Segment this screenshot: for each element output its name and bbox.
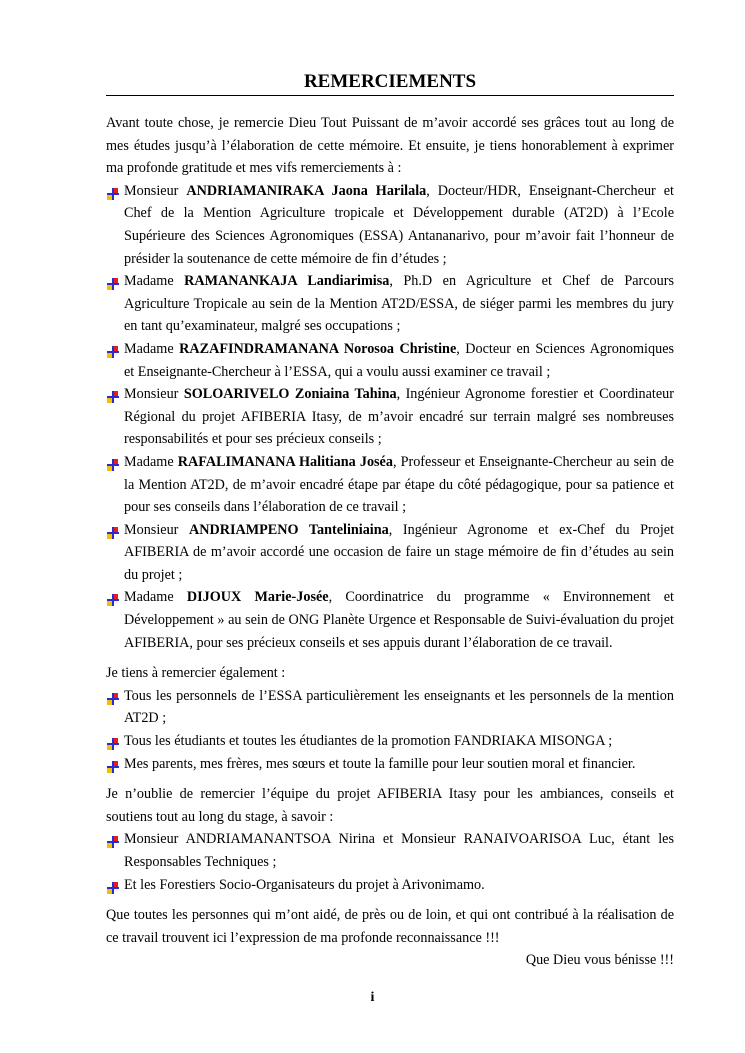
- jury-name: ANDRIAMPENO Tanteliniaina: [188, 521, 389, 538]
- bullet-icon: [107, 388, 119, 400]
- jury-description: , Coordinatrice du programme « Environnement et Développement » au sein de ONG Planète Urgence et Responsable de Suivi-évaluation du projet AFIBERIA, pour ses précieux conseils et ses appuis durant l’élaboration de ce travail.: [124, 589, 674, 651]
- jury-description: , Ph.D en Agriculture et Chef de Parcours Agriculture Tropicale au sein de la Mention AT2D/ESSA, de siéger parmi les membres du jury en tant qu’examinateur, malgré ses occupations ;: [124, 273, 674, 335]
- list-item-text: Monsieur ANDRIAMANANTSOA Nirina et Monsieur RANAIVOARISOA Luc, étant les Responsables Techniques ;: [124, 831, 674, 870]
- list-item-text: Mes parents, mes frères, mes sœurs et toute la famille pour leur soutien moral et financier.: [124, 755, 636, 772]
- bullet-icon: [107, 591, 119, 603]
- jury-title: Madame: [124, 273, 185, 290]
- document-body: [106, 112, 674, 972]
- title-underline: [106, 95, 674, 96]
- bullet-icon: [107, 758, 119, 770]
- bullet-icon: [107, 456, 119, 468]
- jury-list: [106, 180, 674, 654]
- jury-item: [106, 519, 674, 587]
- jury-title: Monsieur: [124, 521, 189, 538]
- jury-name: RAZAFINDRAMANANA Norosoa Christine: [179, 340, 457, 357]
- jury-item: [106, 180, 674, 270]
- also-intro: Je tiens à remercier également :: [106, 665, 286, 682]
- closing-paragraph: Que toutes les personnes qui m’ont aidé, de près ou de loin, et qui ont contribué à la réalisation de ce travail trouvent ici l’expression de ma profonde reconnaissance !!!: [106, 907, 674, 946]
- bullet-icon: [107, 879, 119, 891]
- jury-title: Madame: [124, 340, 180, 357]
- bullet-icon: [107, 275, 119, 287]
- list-item: [106, 828, 674, 873]
- page-number: i: [370, 990, 375, 1005]
- page-title: REMERCIEMENTS: [303, 71, 477, 92]
- jury-name: DIJOUX Marie-Josée: [186, 589, 329, 606]
- bullet-icon: [107, 833, 119, 845]
- jury-title: Madame: [124, 589, 187, 606]
- jury-description: , Ingénieur Agronome et ex-Chef du Projet AFIBERIA de m’avoir accordé une occasion de faire un stage mémoire de fin d’études au sein du projet ;: [124, 521, 675, 583]
- jury-name: ANDRIAMANIRAKA Jaona Harilala: [186, 182, 427, 199]
- team-intro: Je n’oublie de remercier l’équipe du projet AFIBERIA Itasy pour les ambiances, conseils et soutiens tout au long du stage, à savoir :: [106, 786, 674, 825]
- jury-item: [106, 451, 674, 519]
- list-item: [106, 874, 674, 897]
- jury-name: SOLOARIVELO Zoniaina Tahina: [183, 386, 397, 403]
- bullet-icon: [107, 735, 119, 747]
- jury-title: Madame: [124, 453, 178, 470]
- bullet-icon: [107, 185, 119, 197]
- list-item: [106, 753, 674, 776]
- jury-name: RAFALIMANANA Halitiana Joséa: [177, 453, 393, 470]
- jury-description: , Docteur en Sciences Agronomiques et Enseignante-Chercheur à l’ESSA, qui a voulu aussi examiner ce travail ;: [124, 340, 675, 380]
- jury-item: [106, 586, 674, 654]
- list-item-text: Et les Forestiers Socio-Organisateurs du projet à Arivonimamo.: [124, 876, 485, 893]
- bullet-icon: [107, 524, 119, 536]
- list-item-text: Tous les étudiants et toutes les étudiantes de la promotion FANDRIAKA MISONGA ;: [124, 733, 613, 750]
- jury-description: , Professeur et Enseignante-Chercheur au sein de la Mention AT2D, de m’avoir encadré étape par étape du côté pédagogique, pour sa patience et pour ses conseils dans l’élaboration de ce travail ;: [124, 453, 674, 516]
- team-list: [106, 828, 674, 896]
- list-item: [106, 685, 674, 730]
- jury-name: RAMANANKAJA Landiarimisa: [184, 273, 390, 290]
- list-item-text: Tous les personnels de l’ESSA particulièrement les enseignants et les personnels de la mention AT2D ;: [124, 687, 674, 727]
- jury-item: [106, 338, 674, 383]
- intro-paragraph: Avant toute chose, je remercie Dieu Tout Puissant de m’avoir accordé ses grâces tout au long de mes études jusqu’à l’élaboration de cette mémoire. Et ensuite, je tiens honorablement à exprimer ma profonde gratitude et mes vifs remerciements à :: [106, 115, 674, 177]
- blessing-line: Que Dieu vous bénisse !!!: [525, 952, 674, 969]
- jury-item: [106, 270, 674, 338]
- jury-title: Monsieur: [124, 182, 187, 199]
- jury-item: [106, 383, 674, 451]
- bullet-icon: [107, 690, 119, 702]
- jury-description: , Docteur/HDR, Enseignant-Chercheur et Chef de la Mention Agriculture tropicale et Développement durable (AT2D) à l’Ecole Supérieure des Sciences Agronomiques (ESSA) Antananarivo, pour m’avoir fait l’honneur de présider la soutenance de cette mémoire de fin d’études ;: [124, 182, 674, 267]
- jury-title: Monsieur: [124, 386, 184, 403]
- bullet-icon: [107, 343, 119, 355]
- list-item: [106, 730, 674, 753]
- jury-description: , Ingénieur Agronome forestier et Coordinateur Régional du projet AFIBERIA Itasy, de m’avoir encadré sur terrain malgré ses nombreuses responsabilités et pour ses précieux conseils ;: [124, 386, 674, 448]
- also-list: [106, 685, 674, 775]
